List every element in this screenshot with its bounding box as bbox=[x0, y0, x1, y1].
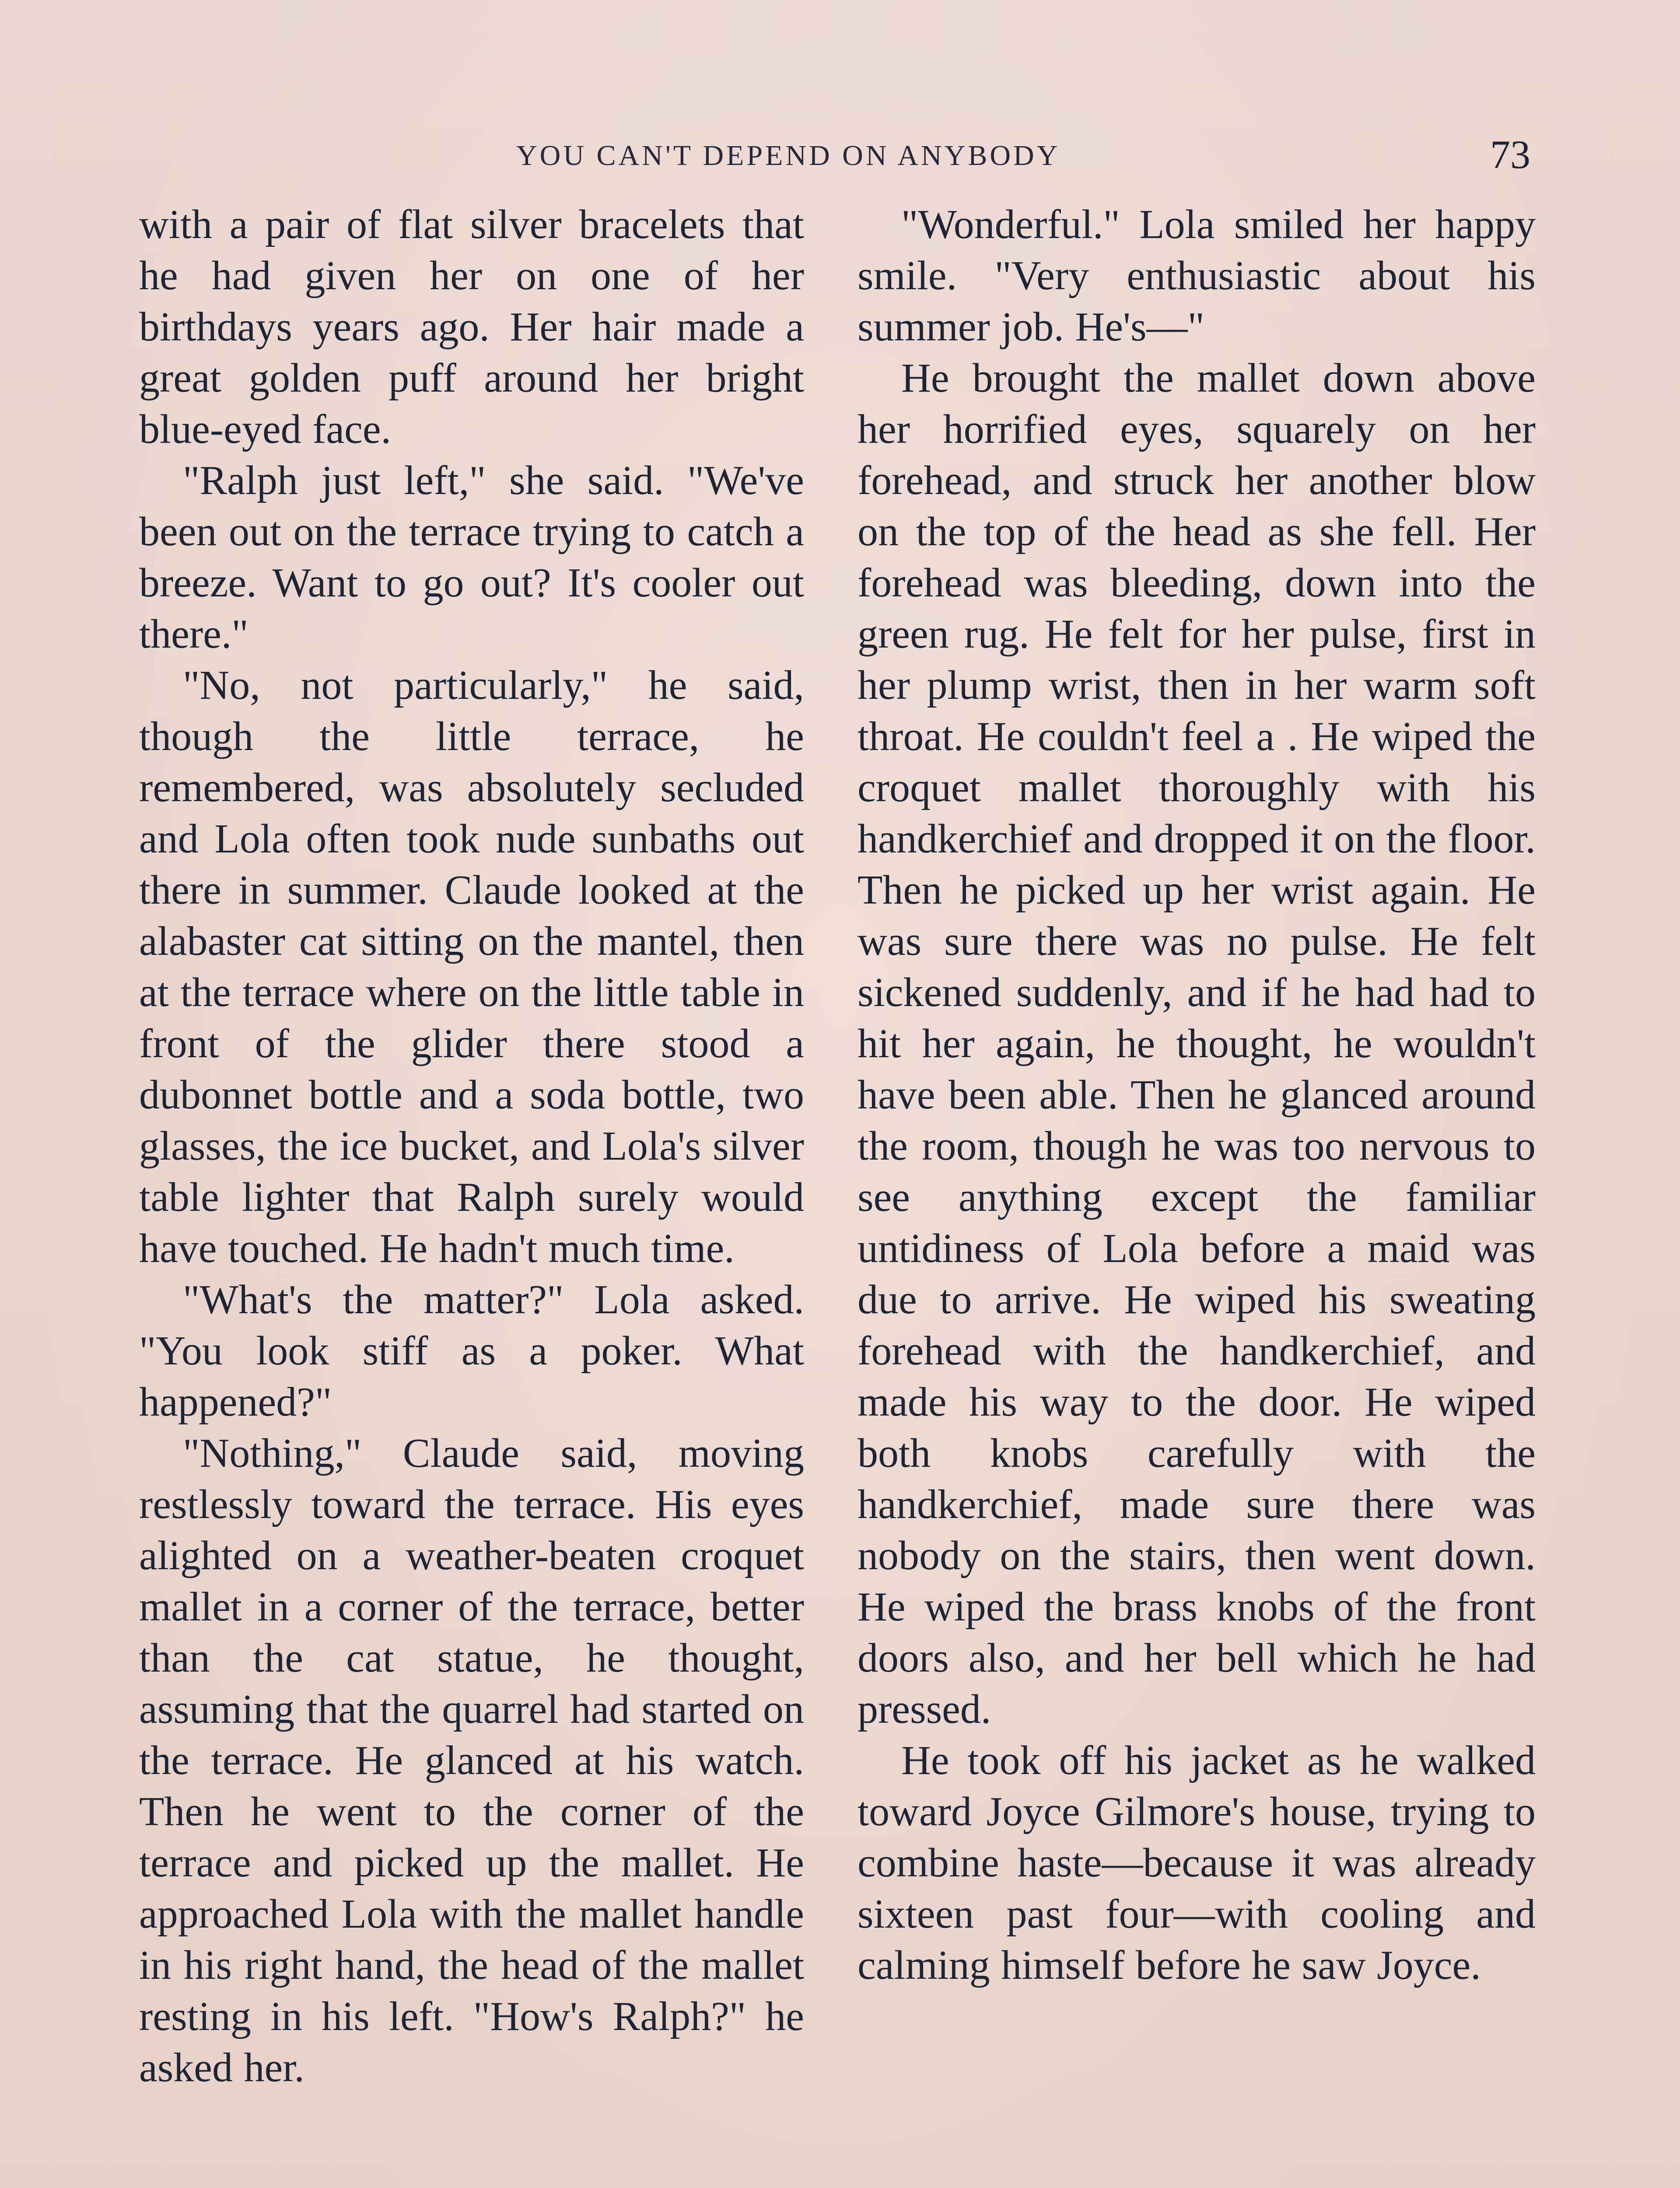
page-number: 73 bbox=[1490, 132, 1530, 177]
running-head: YOU CAN'T DEPEND ON ANYBODY bbox=[516, 140, 1060, 172]
paragraph: "What's the matter?" Lola asked. "You look stiff as a poker. What happened?" bbox=[139, 1277, 804, 1425]
paragraph: "No, not particularly," he said, though the little terrace, he remembered, was absolutely secluded and Lola often took nude sunbaths out there in summer. Claude looked at the alabaster cat sitting on the mantel, then at the terrace where on the little table in front of the glider there stood a dubonnet bottle and a soda bottle, two glasses, the ice bucket, and Lola's silver table lighter that Ralph surely would have touched. He hadn't much time. bbox=[139, 663, 804, 1271]
paragraph: with a pair of flat silver bracelets that he had given her on one of her birthdays years ago. Her hair made a great golden puff around her bright blue-eyed face. bbox=[139, 202, 804, 452]
paragraph: "Nothing," Claude said, moving restlessly toward the terrace. His eyes alighted on a weather-beaten croquet mallet in a corner of the terrace, better than the cat statue, he thought, assuming that the quarrel had started on the terrace. He glanced at his watch. Then he went to the corner of the terrace and picked up the mallet. He approached Lola with the mallet handle in his right hand, the head of the mallet resting in his left. "How's Ralph?" he asked her. bbox=[139, 1431, 804, 2090]
paragraph: "Wonderful." Lola smiled her happy smile. "Very enthusiastic about his summer job. He's—" bbox=[858, 202, 1536, 350]
paragraph: "Ralph just left," she said. "We've been out on the terrace trying to catch a breeze. Want to go out? It's cooler out there." bbox=[139, 458, 804, 657]
left-column bbox=[139, 199, 804, 2093]
right-column bbox=[858, 199, 1536, 1991]
paragraph: He took off his jacket as he walked toward Joyce Gilmore's house, trying to combine haste—because it was already sixteen past four—with cooling and calming himself before he saw Joyce. bbox=[858, 1738, 1536, 1988]
paragraph: He brought the mallet down above her horrified eyes, squarely on her forehead, and struck her another blow on the top of the head as she fell. Her forehead was bleeding, down into the green rug. He felt for her pulse, first in her plump wrist, then in her warm soft throat. He couldn't feel a . He wiped the croquet mallet thoroughly with his handkerchief and dropped it on the floor. Then he picked up her wrist again. He was sure there was no pulse. He felt sickened suddenly, and if he had had to hit her again, he thought, he wouldn't have been able. Then he glanced around the room, though he was too nervous to see anything except the familiar untidiness of Lola before a maid was due to arrive. He wiped his sweating forehead with the handkerchief, and made his way to the door. He wiped both knobs carefully with the handkerchief, made sure there was nobody on the stairs, then went down. He wiped the brass knobs of the front doors also, and her bell which he had pressed. bbox=[858, 355, 1536, 1732]
